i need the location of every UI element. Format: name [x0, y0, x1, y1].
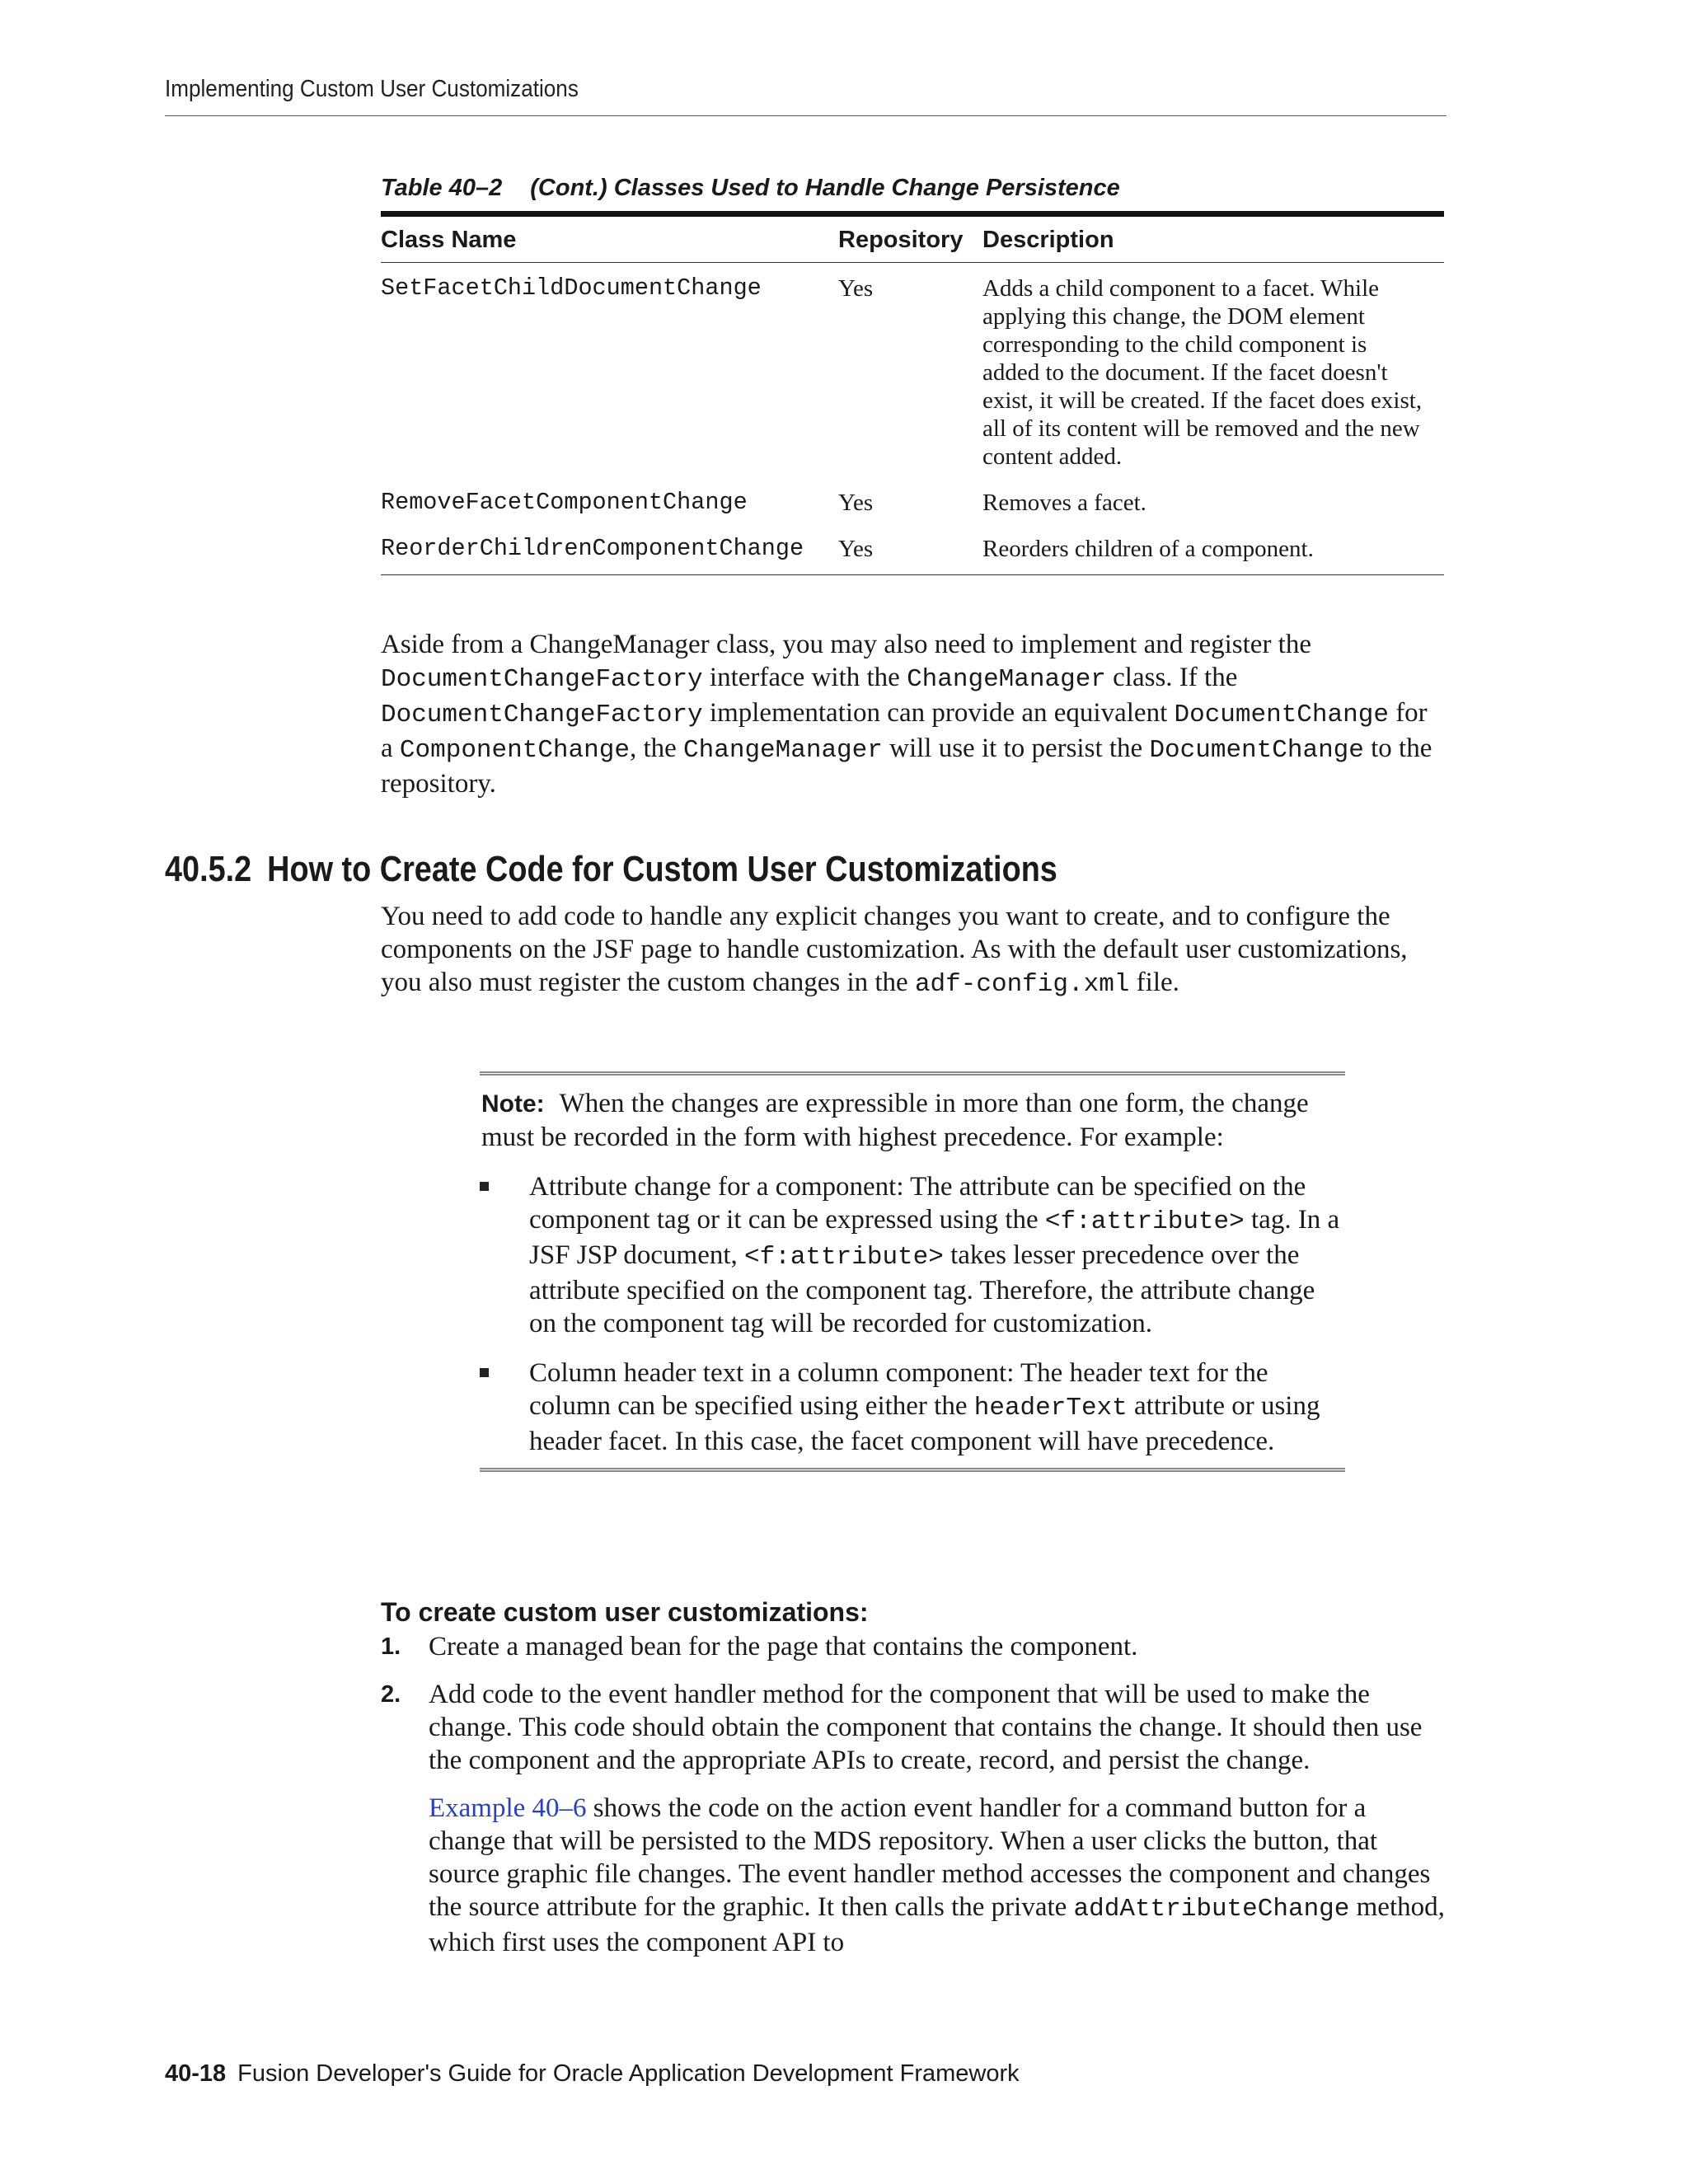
- class-name-cell: RemoveFacetComponentChange: [381, 489, 748, 516]
- procedure-step: [381, 1678, 1448, 1959]
- header-divider: [165, 115, 1447, 116]
- table-caption: [381, 175, 1120, 202]
- table-caption-number: Table 40–2: [381, 175, 503, 201]
- intro-paragraph: Aside from a ChangeManager class, you may also need to implement and register the DocumentChangeFactory interface with the ChangeManager class. If the DocumentChangeFactory implementation can provide an equivalent DocumentChange for a ComponentChange, the ChangeManager will use it to persist the DocumentChange to the repository.: [381, 630, 1432, 799]
- column-header: Repository: [838, 214, 982, 263]
- table-row: [381, 263, 1444, 478]
- table-row: [381, 523, 1444, 575]
- step-number: 1.: [381, 1633, 401, 1660]
- section-paragraph: You need to add code to handle any explicit changes you want to create, and to configure the components on the JSF page to handle customization. As with the default user customizations, you also must register the custom changes in the adf-config.xml file.: [381, 902, 1408, 999]
- table-row: [381, 477, 1444, 523]
- step-number: 2.: [381, 1681, 401, 1708]
- repository-cell: Yes: [838, 275, 874, 302]
- column-header: Class Name: [381, 214, 838, 263]
- step-text: Create a managed bean for the page that contains the component.: [429, 1632, 1138, 1661]
- running-header: Implementing Custom User Customizations: [165, 76, 579, 102]
- table-header-row: [381, 214, 1444, 263]
- page-number: 40-18: [165, 2060, 227, 2087]
- class-name-cell: ReorderChildrenComponentChange: [381, 523, 838, 575]
- step-paragraph: Example 40–6 shows the code on the action event handler for a command button for a change that will be persisted to the MDS repository. When a user clicks the button, that source graphic file changes. The event handler method accesses the component and changes the source attribute for the graphic. It then calls the private addAttributeChange method, which first uses the component API to: [429, 1793, 1445, 1957]
- description-cell: Reorders children of a component.: [982, 523, 1444, 575]
- column-header: Description: [982, 214, 1444, 263]
- note-intro: Note: When the changes are expressible in more than one form, the change must be recorded in the form with highest precedence. For example:: [481, 1089, 1309, 1152]
- section-heading: [165, 849, 1057, 890]
- step-text: Add code to the event handler method for the component that will be used to make the change. This code should obtain the component that contains the change. It should then use the component and the appropriate APIs to create, record, and persist the change.: [429, 1680, 1423, 1775]
- note-box: [480, 1071, 1345, 1472]
- description-cell: Removes a facet.: [982, 490, 1146, 516]
- bullet-icon: [480, 1182, 489, 1191]
- list-item: Column header text in a column component: The header text for the column can be specified using either the headerText attribute or using header facet. In this case, the facet component will have precedence.: [480, 1357, 1345, 1458]
- list-item: Attribute change for a component: The attribute can be specified on the component tag or it can be expressed using the <f:attribute> tag. In a JSF JSP document, <f:attribute> takes lesser precedence over the attribute specified on the component tag. Therefore, the attribute change on the component tag will be recorded for customization.: [480, 1170, 1345, 1340]
- procedure-heading: To create custom user customizations:: [381, 1597, 869, 1627]
- change-persistence-table: [381, 211, 1444, 575]
- repository-cell: Yes: [838, 490, 874, 516]
- table-caption-title: (Cont.) Classes Used to Handle Change Persistence: [530, 175, 1120, 201]
- procedure-step: [381, 1630, 1448, 1663]
- repository-cell: Yes: [838, 523, 982, 575]
- example-link[interactable]: Example 40–6: [429, 1793, 587, 1823]
- section-title: How to Create Code for Custom User Customizations: [267, 849, 1057, 889]
- class-name-cell: SetFacetChildDocumentChange: [381, 274, 762, 302]
- note-label: Note:: [481, 1090, 545, 1118]
- bullet-icon: [480, 1368, 489, 1377]
- book-title: Fusion Developer's Guide for Oracle Application Development Framework: [237, 2060, 1020, 2087]
- section-number: 40.5.2: [165, 849, 252, 889]
- page-footer: [165, 2060, 1020, 2088]
- description-cell: Adds a child component to a facet. While applying this change, the DOM element corresponding to the child component is added to the document. If the facet doesn't exist, it will be created. If the facet does exist, all of its content will be removed and the new content added.: [982, 275, 1423, 470]
